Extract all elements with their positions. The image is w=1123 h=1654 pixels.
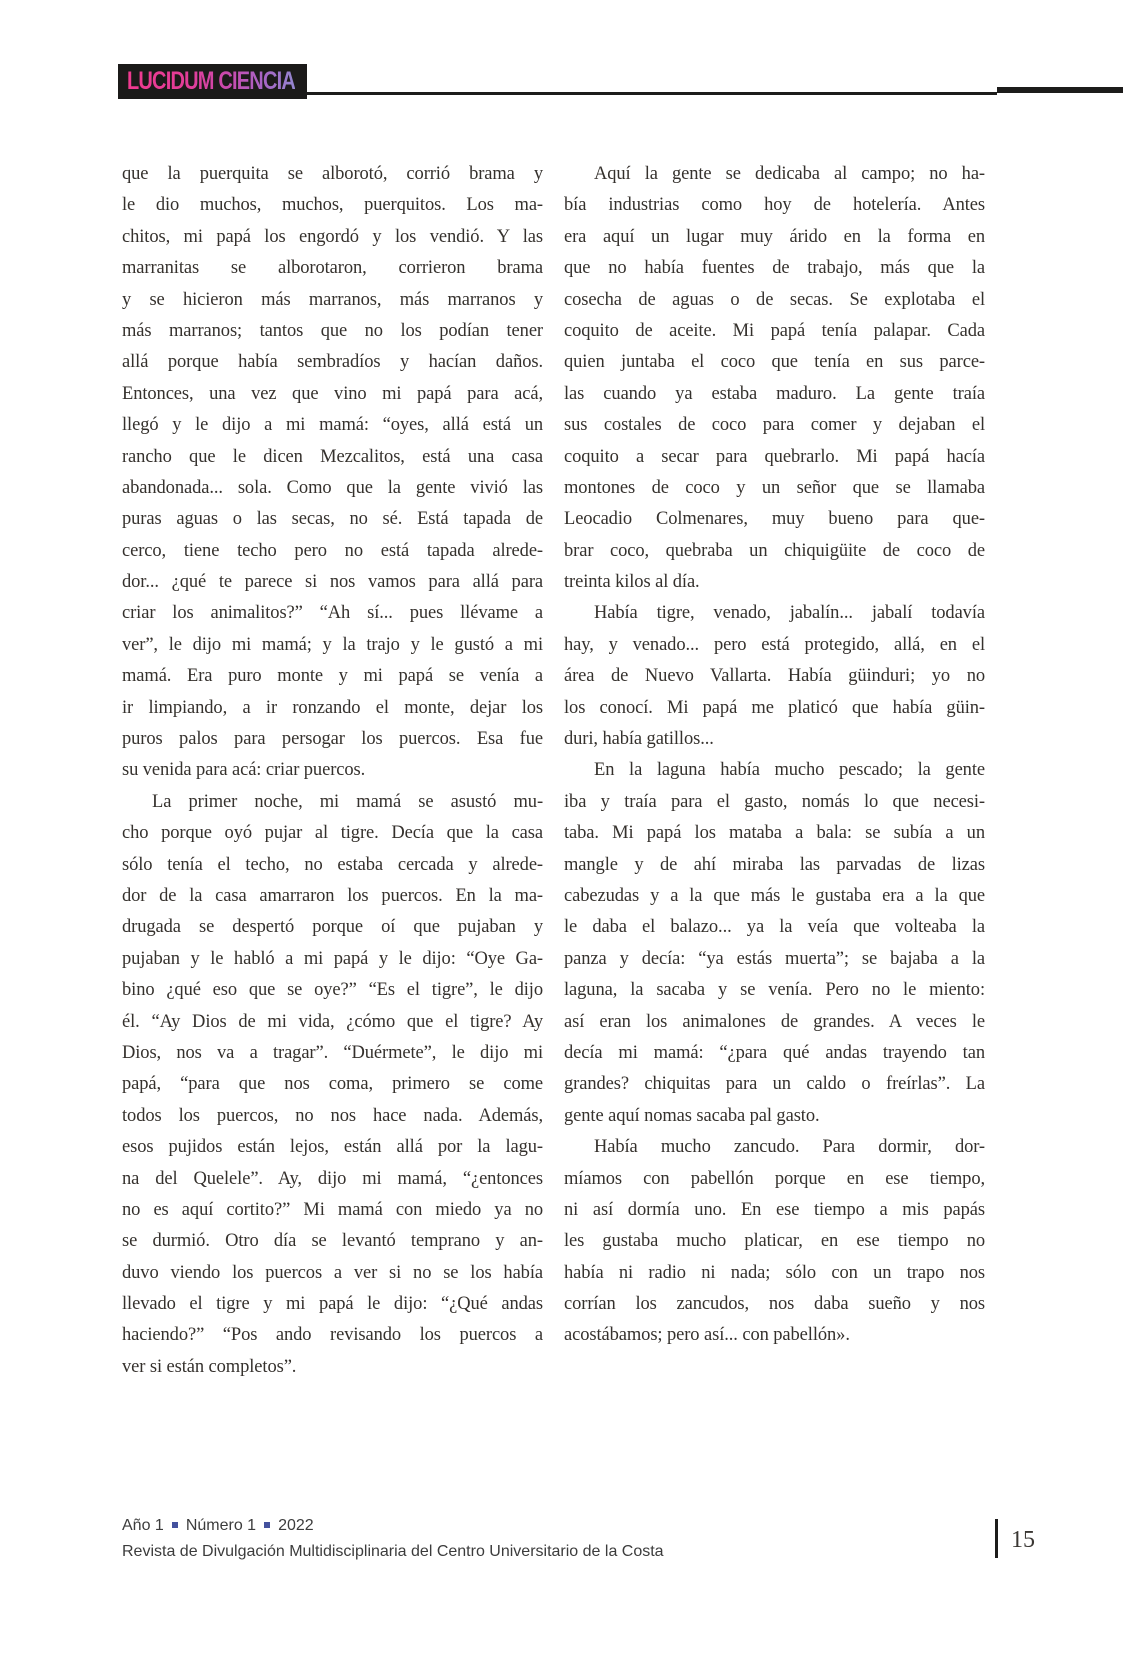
text-line: les gustaba mucho platicar, en ese tiempo no: [564, 1231, 985, 1252]
text-line: él. “Ay Dios de mi vida, ¿cómo que el tigre? Ay: [122, 1011, 543, 1032]
text-line: ver”, le dijo mi mamá; y la trajo y le gustó a mi: [122, 634, 543, 655]
text-line: le dio muchos, muchos, puerquitos. Los ma-: [122, 195, 543, 216]
text-line: allá porque había sembradíos y hacían daños.: [122, 352, 543, 373]
text-line: esos pujidos están lejos, están allá por la lagu-: [122, 1137, 543, 1158]
article-column-right: [564, 159, 985, 1383]
text-line: ir limpiando, a ir ronzando el monte, dejar los: [122, 697, 543, 718]
text-line: se durmió. Otro día se levantó temprano y an-: [122, 1231, 543, 1252]
text-line: había ni radio ni nada; sólo con un trapo nos: [564, 1262, 985, 1283]
text-line: drugada se despertó porque oí que pujaban y: [122, 917, 543, 938]
text-line: marranitas se alborotaron, corrieron brama: [122, 258, 543, 279]
text-line: le daba el balazo... ya la veía que volteaba la: [564, 917, 985, 938]
text-line: dor... ¿qué te parece si nos vamos para allá para: [122, 572, 543, 593]
text-line: mamá. Era puro monte y mi papá se venía a: [122, 666, 543, 687]
text-line: coquito de aceite. Mi papá tenía palapar. Cada: [564, 320, 985, 341]
text-line: Había mucho zancudo. Para dormir, dor-: [594, 1137, 985, 1158]
text-line: montones de coco y un señor que se llamaba: [564, 477, 985, 498]
text-line: dor de la casa amarraron los puercos. En la ma-: [122, 885, 543, 906]
article-body: [122, 159, 985, 1383]
text-line: cho porque oyó pujar al tigre. Decía que la casa: [122, 823, 543, 844]
text-line: llegó y le dijo a mi mamá: “oyes, allá está un: [122, 415, 543, 436]
text-line: La primer noche, mi mamá se asustó mu-: [152, 791, 543, 812]
text-line: que no había fuentes de trabajo, más que la: [564, 258, 985, 279]
text-line: decía mi mamá: “¿para qué andas trayendo tan: [564, 1042, 985, 1063]
text-line: hay, y venado... pero está protegido, allá, en el: [564, 634, 985, 655]
text-line: grandes? chiquitas para un caldo o freírlas”. La: [564, 1074, 985, 1095]
text-line: cerco, tiene techo pero no está tapada alrede-: [122, 540, 543, 561]
text-line: chitos, mi papá los engordó y los vendió. Y las: [122, 226, 543, 247]
text-line: puras aguas o las secas, no sé. Está tapada de: [122, 509, 543, 530]
text-line: todos los puercos, no nos hace nada. Además,: [122, 1105, 543, 1126]
text-line: puros palos para persogar los puercos. Esa fue: [122, 729, 543, 750]
text-line: más marranos; tantos que no los podían tener: [122, 320, 543, 341]
journal-logo: [118, 64, 307, 99]
text-line: haciendo?” “Pos ando revisando los puercos a: [122, 1325, 543, 1346]
text-line: ni así dormía uno. En ese tiempo a mis papás: [564, 1199, 985, 1220]
text-line: llevado el tigre y mi papá le dijo: “¿Qué andas: [122, 1294, 543, 1315]
text-line: míamos con pabellón porque en ese tiempo,: [564, 1168, 985, 1189]
text-line: brar coco, quebraba un chiquigüite de coco de: [564, 540, 985, 561]
text-line: duvo viendo los puercos a ver si no se los había: [122, 1262, 543, 1283]
text-line: área de Nuevo Vallarta. Había güinduri; yo no: [564, 666, 985, 687]
header-rule: [307, 92, 997, 95]
issue-date: 2022: [278, 1517, 314, 1534]
text-line: treinta kilos al día.: [564, 572, 700, 593]
issue-year: Año 1: [122, 1517, 164, 1534]
text-line: Aquí la gente se dedicaba al campo; no ha-: [594, 164, 985, 184]
text-line: mangle y de ahí miraba las parvadas de lizas: [564, 854, 985, 875]
text-line: gente aquí nomas sacaba pal gasto.: [564, 1105, 820, 1126]
text-line: sólo tenía el techo, no estaba cercada y alrede-: [122, 854, 543, 875]
square-bullet-icon: [264, 1522, 270, 1528]
issue-info: [122, 1514, 664, 1537]
journal-title: Revista de Divulgación Multidisciplinaria del Centro Universitario de la Costa: [122, 1543, 664, 1560]
text-line: En la laguna había mucho pescado; la gente: [594, 760, 985, 781]
text-line: no es aquí cortito?” Mi mamá con miedo ya no: [122, 1199, 543, 1220]
text-line: sus costales de coco para comer y dejaban el: [564, 415, 985, 436]
page-number-divider: [995, 1519, 998, 1558]
square-bullet-icon: [172, 1522, 178, 1528]
header-rule-right: [997, 87, 1123, 93]
text-line: abandonada... sola. Como que la gente vivió las: [122, 477, 543, 498]
text-line: duri, había gatillos...: [564, 729, 714, 750]
text-line: que la puerquita se alborotó, corrió brama y: [122, 164, 543, 184]
text-line: coquito a secar para quebrarlo. Mi papá hacía: [564, 446, 985, 467]
page-number: 15: [1011, 1527, 1035, 1553]
article-column-left: [122, 159, 543, 1383]
text-line: cosecha de aguas o de secas. Se explotaba el: [564, 289, 985, 310]
text-line: su venida para acá: criar puercos.: [122, 760, 366, 781]
text-line: cabezudas y a la que más le gustaba era a la que: [564, 885, 985, 906]
text-line: laguna, la sacaba y se venía. Pero no le miento:: [564, 980, 985, 1001]
text-line: rancho que le dicen Mezcalitos, está una casa: [122, 446, 543, 467]
text-line: Había tigre, venado, jabalín... jabalí todavía: [594, 603, 985, 624]
text-line: bino ¿qué eso que se oye?” “Es el tigre”, le dijo: [122, 980, 543, 1001]
journal-logo-text: LUCIDUM CIENCIA: [127, 67, 295, 95]
text-line: Dios, nos va a tragar”. “Duérmete”, le dijo mi: [122, 1042, 543, 1063]
text-line: quien juntaba el coco que tenía en sus parce-: [564, 352, 985, 373]
text-line: ver si están completos”.: [122, 1356, 297, 1377]
text-line: Entonces, una vez que vino mi papá para acá,: [122, 383, 543, 404]
text-line: corrían los zancudos, nos daba sueño y nos: [564, 1294, 985, 1315]
text-line: Leocadio Colmenares, muy bueno para que-: [564, 509, 985, 530]
text-line: papá, “para que nos coma, primero se come: [122, 1074, 543, 1095]
footer: [122, 1514, 664, 1563]
text-line: iba y traía para el gasto, nomás lo que necesi-: [564, 791, 985, 812]
text-line: taba. Mi papá los mataba a bala: se subía a un: [564, 823, 985, 844]
text-line: y se hicieron más marranos, más marranos y: [122, 289, 543, 310]
text-line: na del Quelele”. Ay, dijo mi mamá, “¿entonces: [122, 1168, 543, 1189]
text-line: así eran los animalones de grandes. A veces le: [564, 1011, 985, 1032]
text-line: era aquí un lugar muy árido en la forma en: [564, 226, 985, 247]
text-line: los conocí. Mi papá me platicó que había güin-: [564, 697, 985, 718]
text-line: criar los animalitos?” “Ah sí... pues llévame a: [122, 603, 543, 624]
text-line: bía industrias como hoy de hotelería. Antes: [564, 195, 985, 216]
issue-number: Número 1: [185, 1517, 257, 1534]
text-line: pujaban y le habló a mi papá y le dijo: “Oye Ga-: [122, 948, 543, 969]
text-line: acostábamos; pero así... con pabellón».: [564, 1325, 850, 1346]
text-line: las cuando ya estaba maduro. La gente traía: [564, 383, 985, 404]
text-line: panza y decía: “ya estás muerta”; se bajaba a la: [564, 948, 985, 969]
